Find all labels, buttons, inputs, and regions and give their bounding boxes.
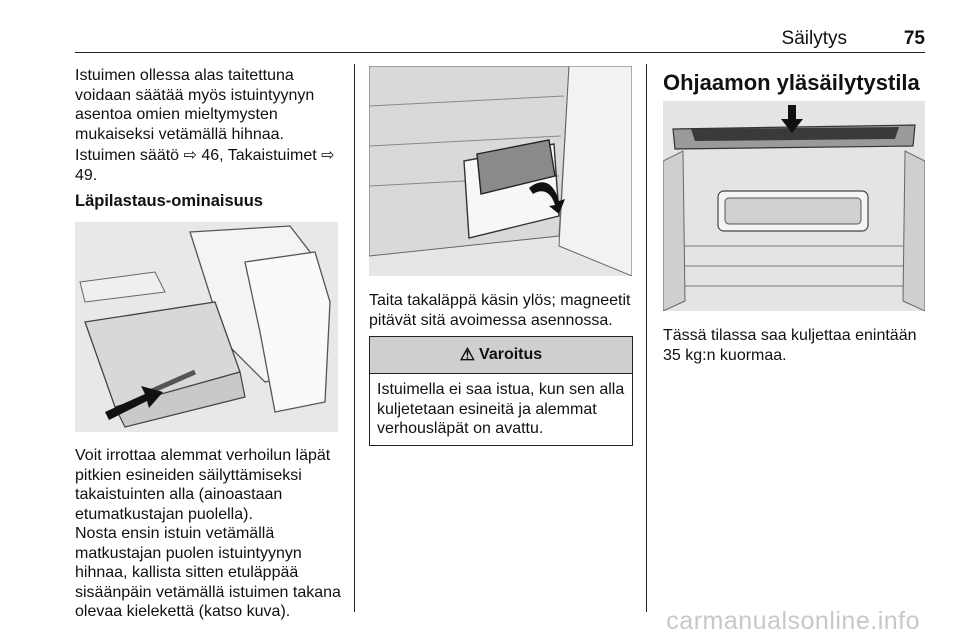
warning-triangle-icon: ⚠ — [459, 345, 476, 364]
paragraph-remove-flaps: Voit irrottaa alemmat verhoilun läpät pitkien esineiden säilyttämiseksi takaistuinten alla (ainoastaan etumatkustajan puolella). — [75, 447, 331, 523]
column-divider — [354, 64, 355, 612]
column-divider — [646, 64, 647, 612]
figure-caption-rear-flap: Taita takaläppä käsin ylös; magneetit pitävät sitä avoimessa asennossa. — [369, 292, 631, 329]
section-title: Säilytys — [781, 28, 847, 49]
warning-box — [369, 336, 633, 446]
page-header — [75, 26, 925, 53]
heading-overhead-storage: Ohjaamon yläsäilytystila — [663, 70, 920, 95]
heading-load-through: Läpilastaus-ominaisuus — [75, 192, 263, 210]
figure-seat-storage — [75, 222, 338, 432]
paragraph-max-load: Tässä tilassa saa kuljettaa enintään 35 kg:n kuormaa. — [663, 327, 917, 364]
paragraph-cross-reference: Istuimen säätö ⇨ 46, Takaistuimet ⇨ 49. — [75, 147, 335, 184]
paragraph-lift-seat: Nosta ensin istuin vetämällä matkustajan puolen istuintyynyn hihnaa, kallista sitten etuläppää sisäänpäin vetämällä istuimen takana olevaa kielekettä (katso kuva). — [75, 525, 341, 620]
figure-overhead-storage — [663, 101, 925, 311]
warning-header — [370, 337, 632, 374]
warning-title: Varoitus — [479, 346, 543, 363]
figure-rear-flap — [369, 66, 632, 276]
watermark: carmanualsonline.info — [666, 607, 920, 635]
paragraph-seat-adjust: Istuimen ollessa alas taitettuna voidaan säätää myös istuintyynyn asentoa omien mieltymysten mukaiseksi vetämällä hihnaa. — [75, 67, 315, 143]
warning-text: Istuimella ei saa istua, kun sen alla kuljetetaan esineitä ja alemmat verhousläpät on avattu. — [377, 381, 625, 437]
page-number: 75 — [903, 28, 925, 49]
